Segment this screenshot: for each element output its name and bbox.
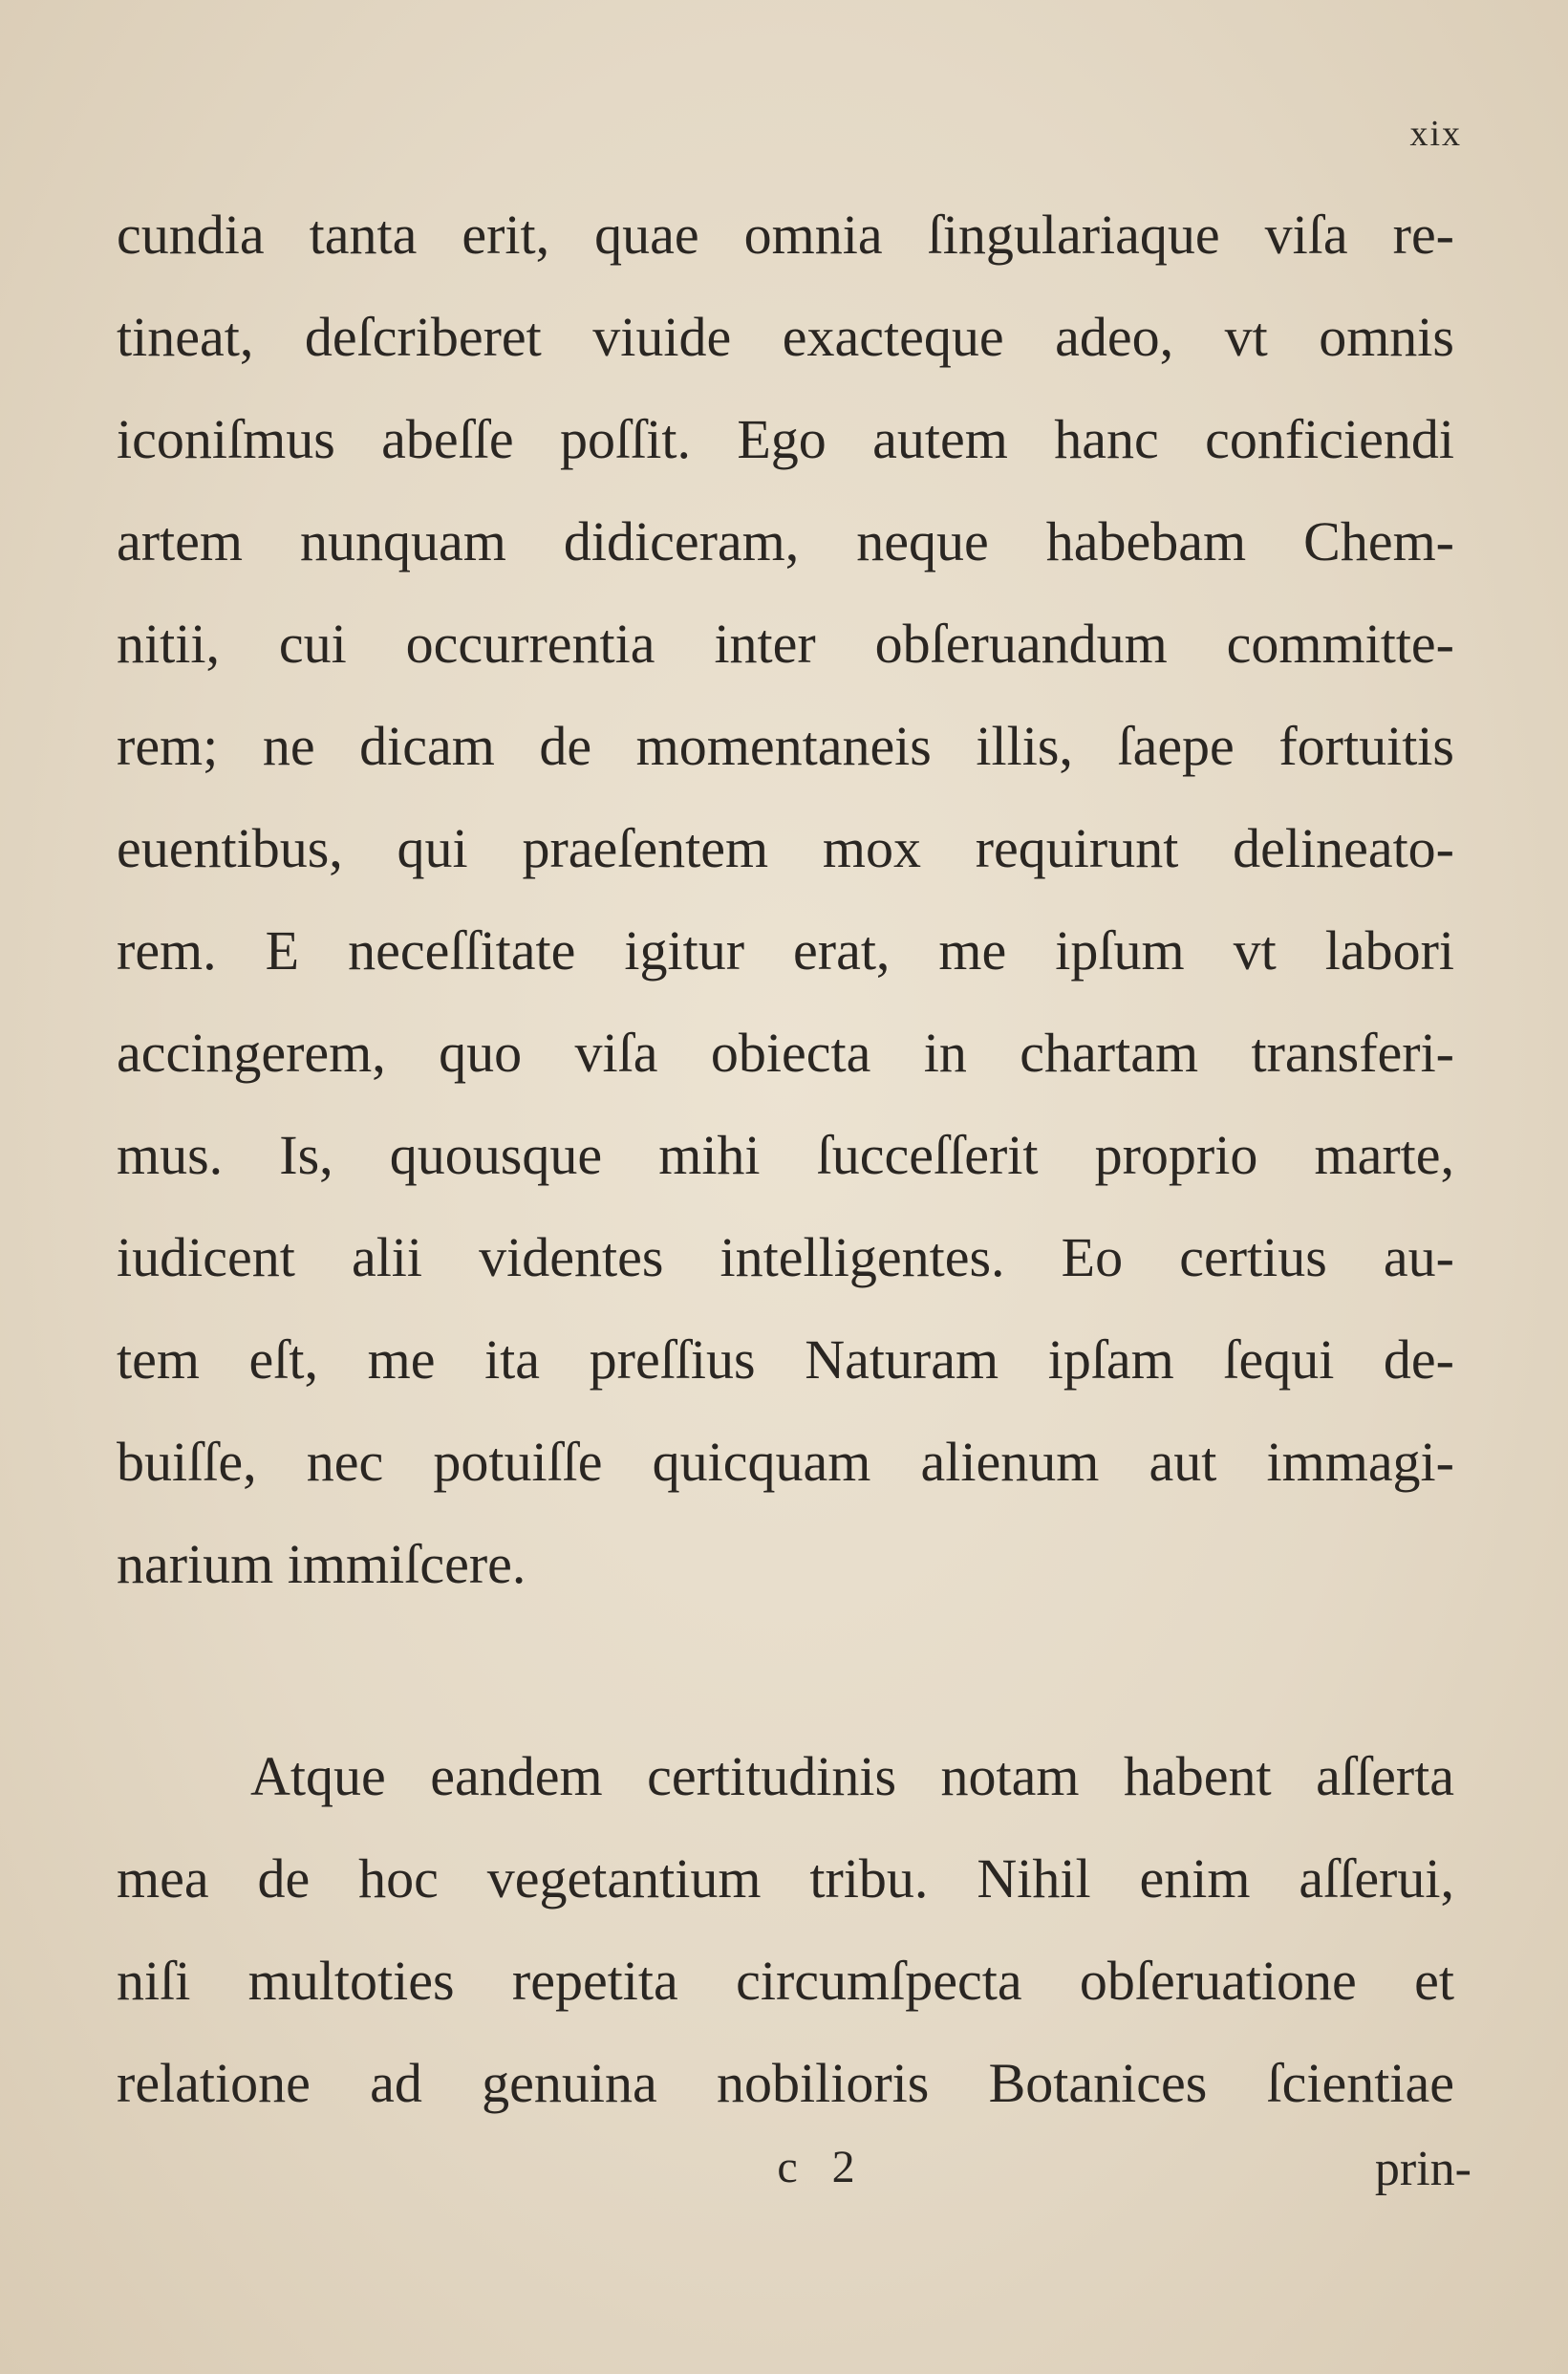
text-line: mus. Is, quousque mihi ſucceſſerit proprio marte,	[117, 1124, 1454, 1186]
text-line: cundia tanta erit, quae omnia ſingulariaque viſa re-	[117, 204, 1454, 266]
text-line: narium immiſcere.	[117, 1533, 526, 1595]
signature-mark: c 2	[777, 2142, 867, 2192]
text-line: Atque eandem certitudinis notam habent aſſerta	[250, 1745, 1454, 1807]
paragraph-1	[117, 183, 1454, 1615]
text-line: tineat, deſcriberet viuide exacteque adeo, vt omnis	[117, 306, 1454, 368]
text-line: accingerem, quo viſa obiecta in chartam transferi-	[117, 1022, 1454, 1084]
text-line: artem nunquam didiceram, neque habebam Chem-	[117, 510, 1454, 572]
text-line: iudicent alii videntes intelligentes. Eo certius au-	[117, 1226, 1454, 1288]
text-line: iconiſmus abeſſe poſſit. Ego autem hanc conficiendi	[117, 408, 1454, 470]
catchword: prin-	[1374, 2142, 1471, 2196]
paragraph-2	[117, 1725, 1454, 2134]
text-line: tem eſt, me ita preſſius Naturam ipſam ſequi de-	[117, 1328, 1454, 1391]
text-line: nitii, cui occurrentia inter obſeruandum committe-	[117, 613, 1454, 675]
text-line: mea de hoc vegetantium tribu. Nihil enim aſſerui,	[117, 1847, 1454, 1910]
text-line: buiſſe, nec potuiſſe quicquam alienum aut immagi-	[117, 1431, 1454, 1493]
text-line: euentibus, qui praeſentem mox requirunt delineato-	[117, 817, 1454, 879]
text-line: relatione ad genuina nobilioris Botanices ſcientiae	[117, 2052, 1454, 2114]
text-line: rem; ne dicam de momentaneis illis, ſaepe fortuitis	[117, 715, 1454, 777]
text-line: niſi multoties repetita circumſpecta obſeruatione et	[117, 1950, 1454, 2012]
text-line: rem. E neceſſitate igitur erat, me ipſum vt labori	[117, 919, 1454, 982]
page-number: xix	[1409, 114, 1462, 154]
